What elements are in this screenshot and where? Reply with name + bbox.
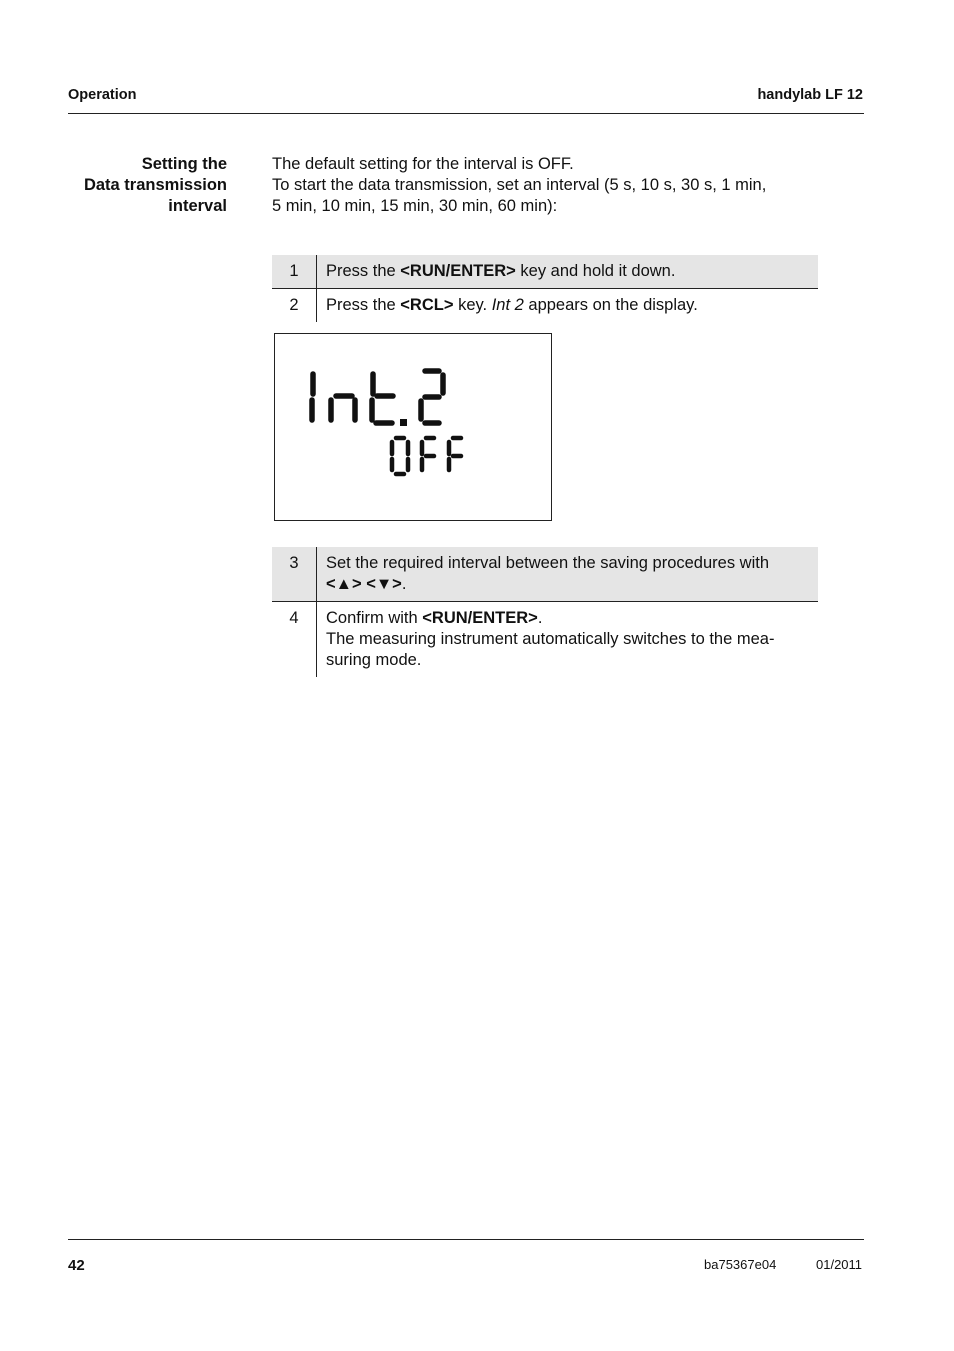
- step-number: 2: [272, 289, 317, 323]
- key-up: <▲>: [326, 575, 362, 593]
- key-down: <▼>: [366, 575, 402, 593]
- document-date: 01/2011: [816, 1257, 863, 1272]
- key-name: <RUN/ENTER>: [400, 262, 516, 280]
- side-heading: [60, 154, 227, 217]
- step-text: Press the <RCL> key. Int 2 appears on the display.: [326, 296, 698, 314]
- header-product: handylab LF 12: [757, 87, 863, 103]
- step-text: Confirm with <RUN/ENTER>. The measuring instrument automatically switches to the mea- suring mode.: [326, 609, 775, 669]
- document-id: ba75367e04: [704, 1257, 777, 1272]
- intro-line: The default setting for the interval is OFF.: [272, 155, 574, 173]
- side-heading-line: interval: [168, 197, 227, 215]
- intro-text: [272, 154, 817, 217]
- key-name: <RCL>: [400, 296, 454, 314]
- side-heading-line: Setting the: [141, 155, 227, 173]
- step-row: [272, 602, 818, 678]
- step-number: 4: [272, 602, 317, 678]
- steps-table-1: [272, 255, 818, 322]
- step-row: [272, 289, 818, 323]
- step-text: Set the required interval between the saving procedures with <▲> <▼>.: [317, 547, 819, 602]
- lcd-segments: [275, 334, 551, 520]
- lcd-display: [274, 333, 552, 521]
- step-number: 3: [272, 547, 317, 602]
- step-row: [272, 547, 818, 602]
- intro-line: 5 min, 10 min, 15 min, 30 min, 60 min):: [272, 197, 558, 215]
- lcd-decimal-point: [400, 419, 407, 426]
- display-text-ref: Int 2: [491, 296, 524, 314]
- side-heading-line: Data transmission: [83, 176, 227, 194]
- step-number: 1: [272, 255, 317, 289]
- header-section: Operation: [68, 87, 137, 103]
- header-rule: [68, 113, 864, 114]
- step-row: [272, 255, 818, 289]
- footer-rule: [68, 1239, 864, 1240]
- intro-line: To start the data transmission, set an interval (5 s, 10 s, 30 s, 1 min,: [272, 176, 767, 194]
- steps-table-2: [272, 547, 818, 677]
- step-text: Press the <RUN/ENTER> key and hold it down.: [317, 255, 819, 289]
- page-number: 42: [68, 1257, 85, 1274]
- key-name: <RUN/ENTER>: [422, 609, 538, 627]
